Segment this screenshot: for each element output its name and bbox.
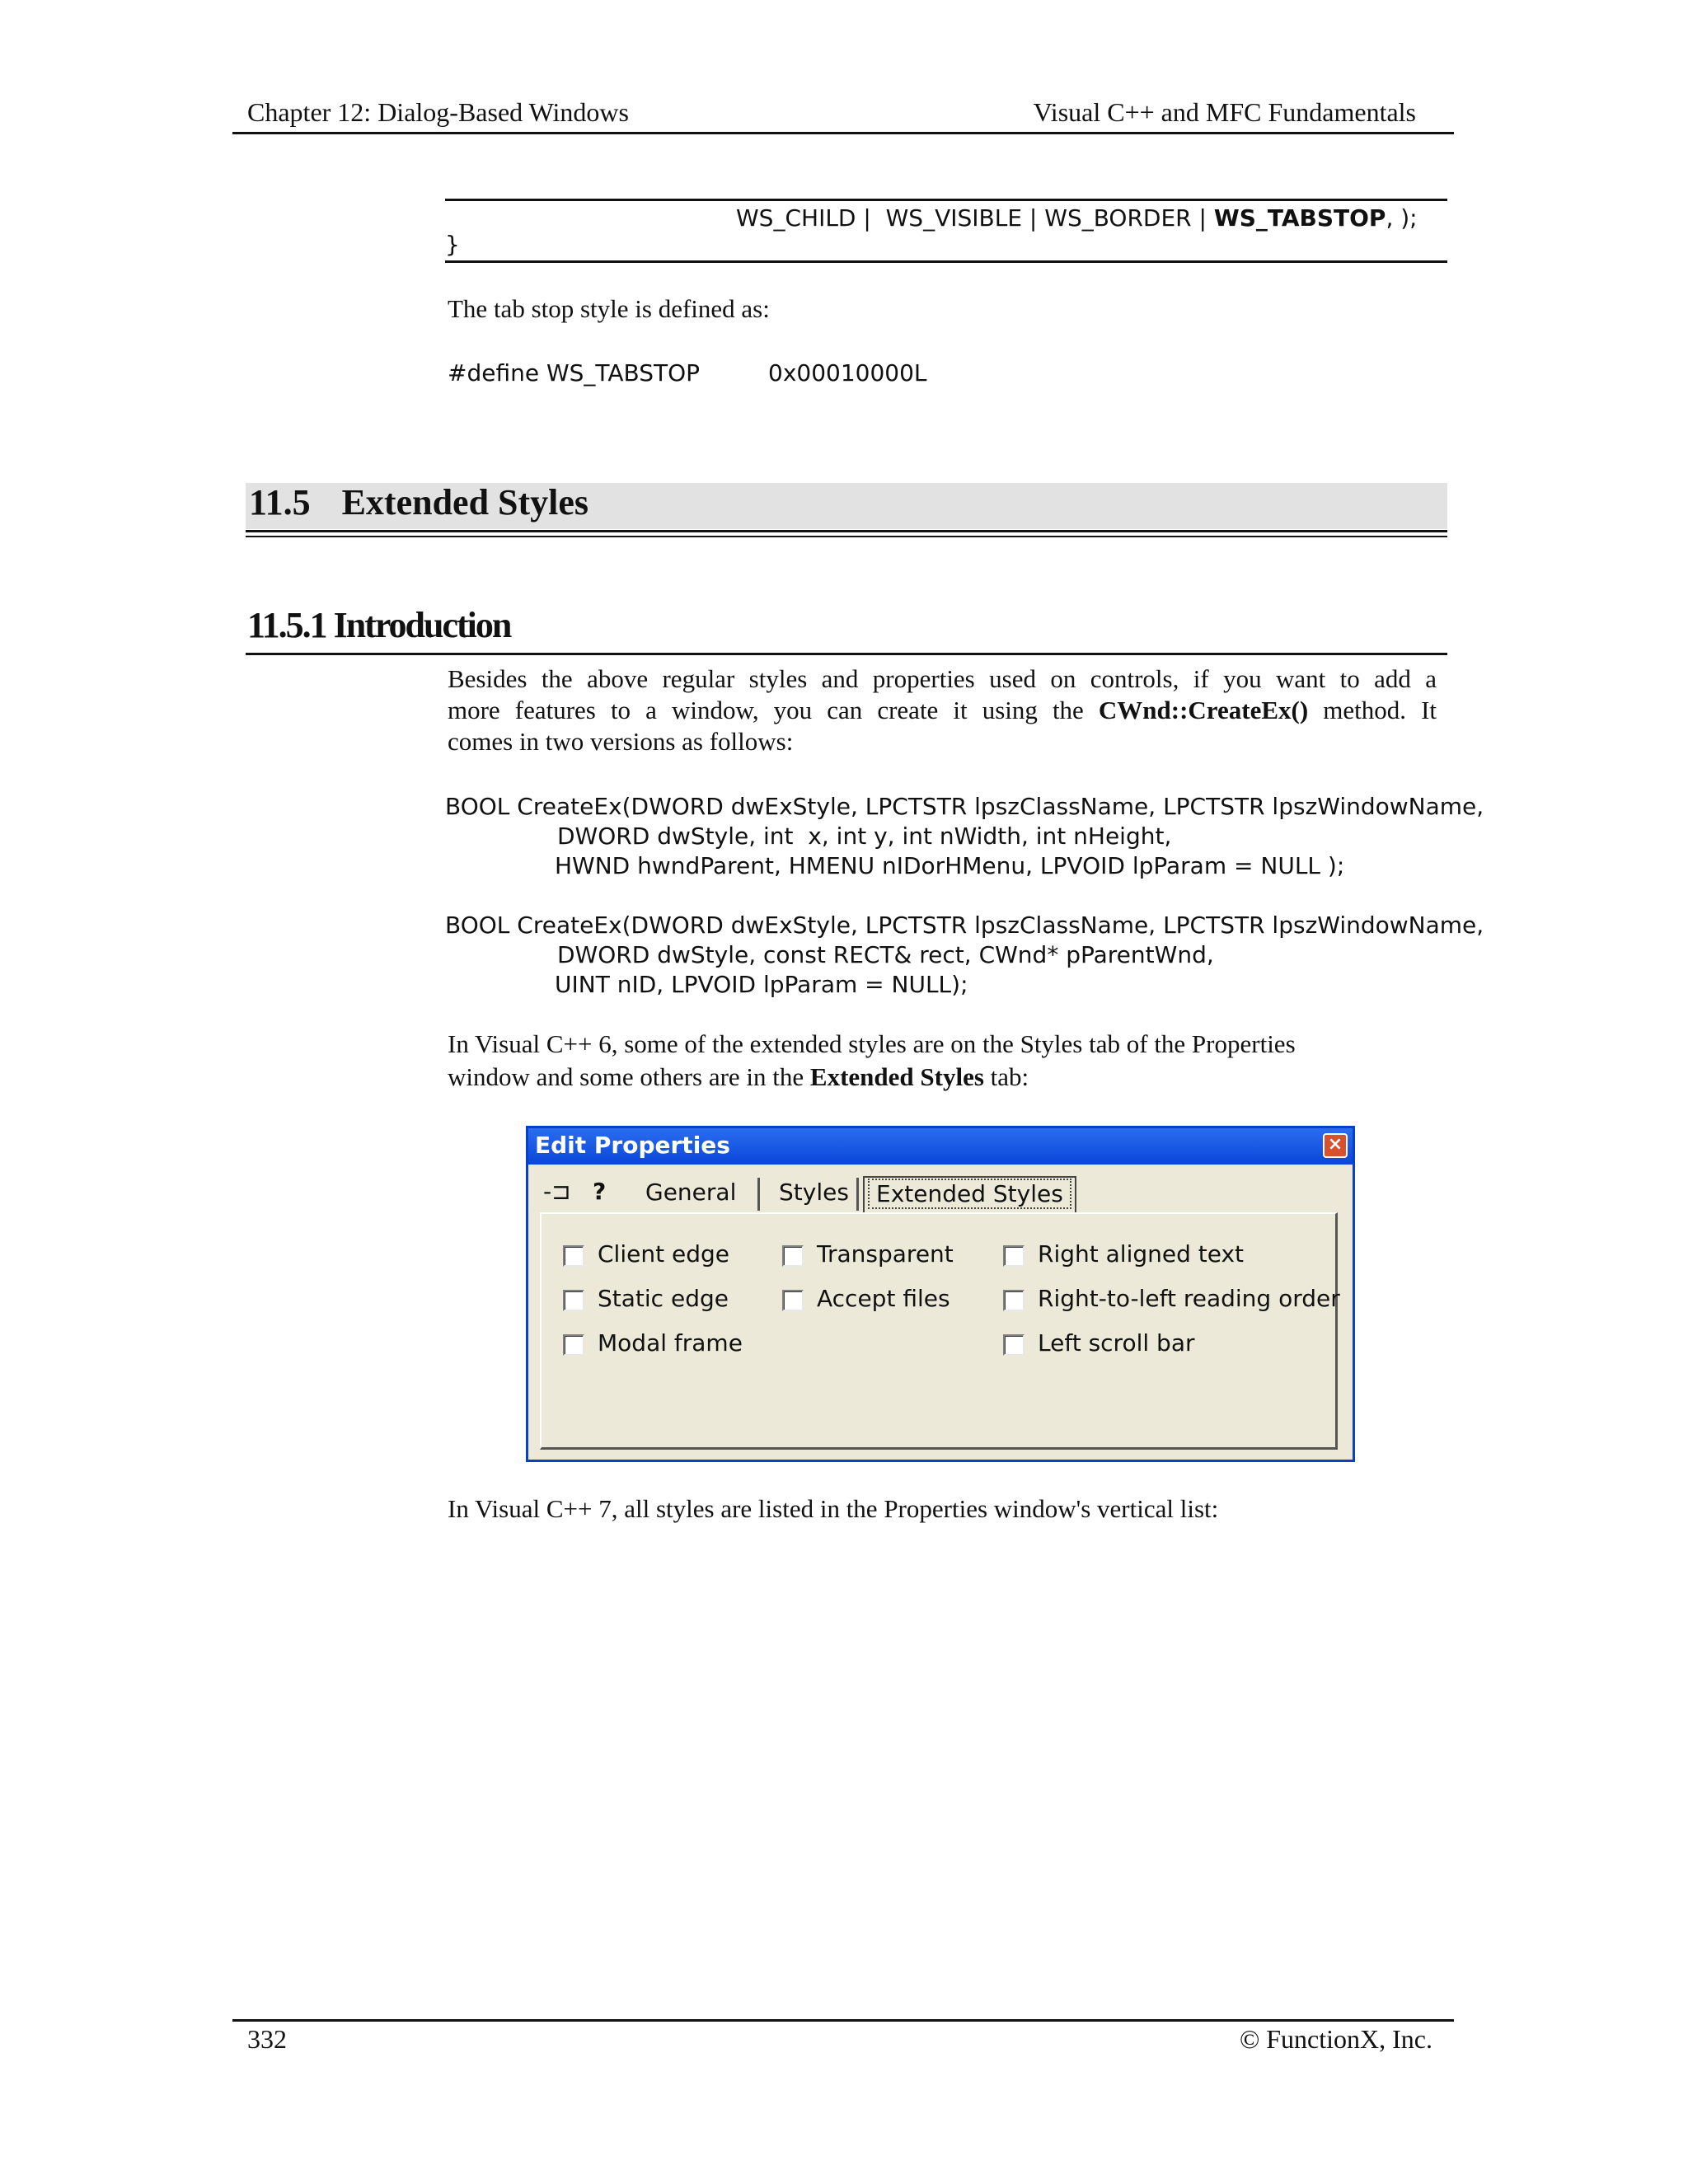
vc7-paragraph: In Visual C++ 7, all styles are listed in the Properties window's vertical list: — [448, 1494, 1219, 1523]
checkbox-transparent[interactable] — [782, 1245, 804, 1267]
section-number: 11.5 — [249, 482, 311, 523]
subsection-rule — [246, 653, 1447, 655]
help-icon[interactable]: ? — [593, 1178, 607, 1205]
checkbox-right-aligned-text[interactable] — [1003, 1245, 1025, 1267]
checkbox-label: Left scroll bar — [1038, 1329, 1195, 1357]
checkbox-static-edge[interactable] — [563, 1290, 584, 1311]
code-box-bottom-rule — [445, 260, 1447, 263]
section-rule-double — [246, 536, 1447, 537]
code-text: WS_CHILD | WS_VISIBLE | WS_BORDER | — [736, 204, 1214, 232]
checkbox-modal-frame[interactable] — [563, 1334, 584, 1356]
tab-extended-styles-label: Extended Styles — [868, 1179, 1071, 1209]
code-text: , ); — [1386, 204, 1418, 232]
extended-styles-panel — [540, 1212, 1338, 1450]
header-rule — [232, 132, 1454, 134]
vc6-line-2 — [448, 1062, 1437, 1093]
checkbox-label: Client edge — [598, 1240, 729, 1268]
vc6-bold-tab-name: Extended Styles — [809, 1062, 984, 1091]
checkbox-label: Static edge — [598, 1285, 729, 1312]
vc6-text: window and some others are in the — [448, 1062, 810, 1091]
vc6-line-1: In Visual C++ 6, some of the extended styles are on the Styles tab of the Properties — [448, 1029, 1296, 1058]
checkbox-right-to-left-reading-order[interactable] — [1003, 1290, 1025, 1311]
intro-text: more features to a window, you can create it using the — [448, 696, 1099, 724]
section-heading — [249, 481, 588, 523]
checkbox-left-scroll-bar[interactable] — [1003, 1334, 1025, 1356]
define-value: 0x00010000L — [768, 359, 927, 387]
tab-separator — [757, 1178, 760, 1211]
code1-line-2: DWORD dwStyle, int x, int y, int nWidth, int nHeight, — [557, 823, 1172, 850]
section-rule — [246, 530, 1447, 532]
intro-bold-method: CWnd::CreateEx() — [1098, 696, 1309, 724]
checkbox-label: Right-to-left reading order — [1038, 1285, 1340, 1312]
footer-rule — [232, 2019, 1454, 2022]
checkbox-label: Right aligned text — [1038, 1240, 1245, 1268]
code2-line-1: BOOL CreateEx(DWORD dwExStyle, LPCTSTR lpszClassName, LPCTSTR lpszWindowName, — [445, 912, 1484, 939]
section-title: Extended Styles — [341, 482, 589, 523]
dialog-title: Edit Properties — [535, 1132, 730, 1159]
pin-icon[interactable]: -⊐ — [543, 1178, 571, 1205]
checkbox-label: Transparent — [817, 1240, 954, 1268]
intro-line-1: Besides the above regular styles and properties used on controls, if you want to add a — [448, 664, 1437, 693]
subsection-heading: 11.5.1 Introduction — [247, 605, 511, 645]
running-header-right: Visual C++ and MFC Fundamentals — [1033, 97, 1416, 127]
code2-line-2: DWORD dwStyle, const RECT& rect, CWnd* pParentWnd, — [557, 941, 1214, 968]
dialog-title-bar — [528, 1128, 1353, 1165]
page-number: 332 — [247, 2024, 287, 2054]
intro-line-2 — [448, 695, 1437, 726]
define-name: #define WS_TABSTOP — [448, 359, 701, 387]
running-header-left: Chapter 12: Dialog-Based Windows — [247, 97, 629, 127]
tab-styles[interactable]: Styles — [779, 1179, 849, 1206]
code-box-line-1 — [736, 204, 1418, 232]
intro-text: method. It — [1308, 696, 1437, 724]
edit-properties-dialog — [526, 1126, 1355, 1462]
code-box-line-2: } — [445, 231, 460, 258]
footer-copyright: © FunctionX, Inc. — [1239, 2024, 1432, 2054]
code2-line-3: UINT nID, LPVOID lpParam = NULL); — [555, 971, 968, 998]
checkbox-accept-files[interactable] — [782, 1290, 804, 1311]
tab-extended-styles[interactable] — [863, 1176, 1076, 1212]
code1-line-1: BOOL CreateEx(DWORD dwExStyle, LPCTSTR lpszClassName, LPCTSTR lpszWindowName, — [445, 793, 1484, 820]
checkbox-client-edge[interactable] — [563, 1245, 584, 1267]
code-box-top-rule — [445, 199, 1447, 201]
close-icon[interactable]: × — [1323, 1133, 1348, 1158]
code-bold-text: WS_TABSTOP — [1213, 204, 1386, 232]
code1-line-3: HWND hwndParent, HMENU nIDorHMenu, LPVOID lpParam = NULL ); — [555, 852, 1345, 879]
vc6-text: tab: — [983, 1062, 1029, 1091]
tab-separator — [856, 1178, 859, 1211]
checkbox-label: Modal frame — [598, 1329, 743, 1357]
intro-line-3: comes in two versions as follows: — [448, 727, 794, 756]
tabstop-paragraph: The tab stop style is defined as: — [448, 294, 770, 323]
tab-general[interactable]: General — [645, 1179, 737, 1206]
checkbox-label: Accept files — [817, 1285, 950, 1312]
